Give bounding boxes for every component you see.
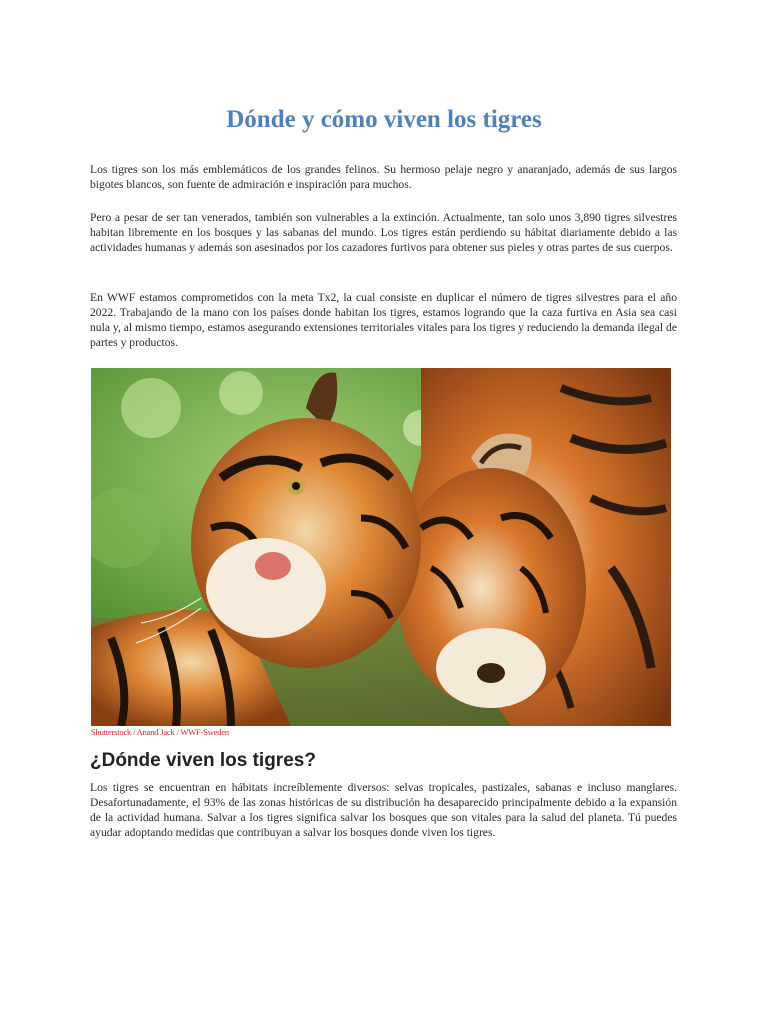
wwf-goal-paragraph: En WWF estamos comprometidos con la meta Tx2, la cual consiste en duplicar el número de tigres silvestres para el año 2022. Trabajando de la mano con los países donde habitan los tigres, estamos logrando que la caza furtiva en Asia sea casi nula y, al mismo tiempo, estamos asegurando extensiones territoriales vitales para los tigres y reduciendo la demanda ilegal de partes y productos.	[90, 291, 677, 349]
extinction-paragraph: Pero a pesar de ser tan venerados, también son vulnerables a la extinción. Actualmente, tan solo unos 3,890 tigres silvestres habitan libremente en los bosques y las sabanas del mundo. Los tigres están perdiendo su hábitat diariamente debido a las actividades humanas y además son asesinados por los cazadores furtivos para obtener sus pieles y otras partes de sus cuerpos.	[90, 211, 677, 254]
tigers-photo	[91, 368, 671, 726]
habitat-paragraph: Los tigres se encuentran en hábitats increíblemente diversos: selvas tropicales, pastizales, sabanas e incluso manglares. Desafortunadamente, el 93% de las zonas históricas de su distribución ha desaparecido principalmente debido a la expansión de la actividad humana. Salvar a los tigres significa salvar los bosques que son vitales para la salud del planeta. Tú puedes ayudar adoptando medidas que contribuyan a salvar los bosques donde viven los tigres.	[90, 781, 677, 839]
intro-paragraph: Los tigres son los más emblemáticos de los grandes felinos. Su hermoso pelaje negro y anaranjado, además de sus largos bigotes blancos, son fuente de admiración e inspiración para muchos.	[90, 163, 677, 191]
photo-credit: Shutterstock / Anand Jack / WWF-Sweden	[91, 727, 229, 737]
section-heading: ¿Dónde viven los tigres?	[90, 750, 316, 771]
page-title: Dónde y cómo viven los tigres	[226, 106, 542, 133]
